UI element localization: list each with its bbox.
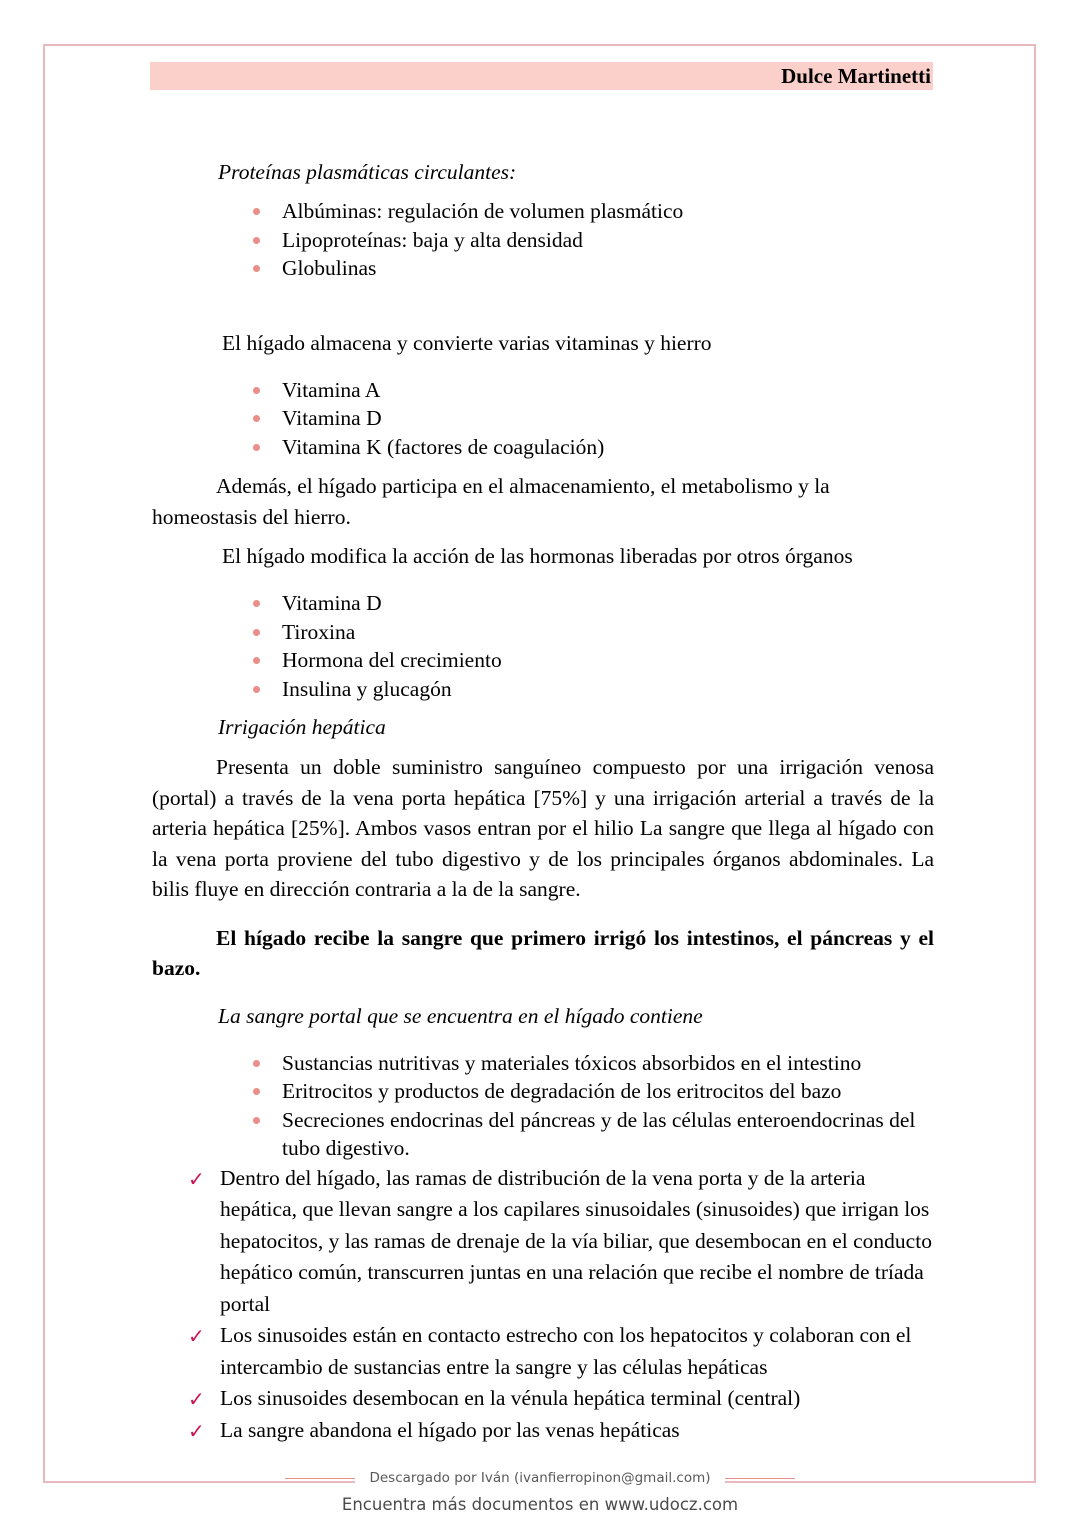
list-item-label: Sustancias nutritivas y materiales tóxicos absorbidos en el intestino (282, 1050, 862, 1075)
spacer (152, 461, 934, 471)
dot-bullet-icon (253, 686, 260, 693)
document-author: Dulce Martinetti (781, 64, 931, 88)
list-item (152, 1077, 934, 1106)
section-heading: La sangre portal que se encuentra en el hígado contiene (218, 1003, 703, 1028)
list-item-label: Vitamina D (282, 591, 382, 615)
list-item-label: Lipoproteínas: baja y alta densidad (282, 227, 583, 252)
section-hormones (152, 542, 934, 703)
document-content (152, 158, 934, 1446)
spacer (152, 742, 934, 752)
list-item (152, 376, 934, 405)
spacer (152, 532, 934, 542)
check-mark-icon: ✓ (188, 1166, 205, 1191)
section-heading: El hígado modifica la acción de las hormonas liberadas por otros órganos (222, 544, 853, 568)
check-list-item (152, 1415, 934, 1447)
spacer (152, 984, 934, 1002)
dot-bullet-icon (253, 657, 260, 664)
check-list-item-label: Los sinusoides están en contacto estrecho con los hepatocitos y colaboran con el intercambio de sustancias entre la sangre y las células hepáticas (220, 1323, 912, 1379)
list-item (152, 675, 934, 704)
list-item-label: Eritrocitos y productos de degradación de los eritrocitos del bazo (282, 1079, 842, 1103)
dot-bullet-icon (253, 237, 260, 244)
spacer (152, 283, 934, 329)
check-list-item (152, 1163, 934, 1321)
hormones-list (152, 589, 934, 703)
list-item-label: Vitamina K (factores de coagulación) (282, 434, 605, 459)
section-plasma-proteins (152, 158, 934, 283)
portal-blood-list (152, 1049, 934, 1163)
list-item (152, 1106, 934, 1163)
list-item-label: Albúminas: regulación de volumen plasmático (282, 199, 684, 223)
vitamins-list (152, 376, 934, 462)
page-footer (0, 1466, 1080, 1518)
list-item-label: Secreciones endocrinas del páncreas y de las células enteroendocrinas del tubo digestivo. (282, 1107, 916, 1160)
header-band (150, 62, 933, 90)
spacer (152, 905, 934, 923)
list-item (152, 197, 934, 226)
dot-bullet-icon (253, 629, 260, 636)
check-mark-icon: ✓ (188, 1324, 205, 1348)
check-list-item-label: Los sinusoides desembocan en la vénula hepática terminal (central) (220, 1386, 801, 1410)
check-mark-icon: ✓ (188, 1418, 205, 1443)
footer-download-notice: Descargado por Iván (ivanfierropinon@gmail.com) (355, 1466, 724, 1490)
dot-bullet-icon (253, 1060, 260, 1067)
dot-bullet-icon (253, 1088, 260, 1095)
spacer (152, 571, 934, 589)
dot-bullet-icon (253, 415, 260, 422)
paragraph-iron-homeostasis: Además, el hígado participa en el almacenamiento, el metabolismo y la homeostasis del hierro. (152, 474, 830, 529)
section-heading: Proteínas plasmáticas circulantes: (218, 160, 517, 184)
spacer (152, 187, 934, 197)
list-item-label: Tiroxina (282, 619, 356, 644)
check-list-item-label: La sangre abandona el hígado por las venas hepáticas (220, 1417, 680, 1442)
list-item (152, 404, 934, 433)
check-mark-icon: ✓ (188, 1387, 205, 1411)
dot-bullet-icon (253, 600, 260, 607)
dot-bullet-icon (253, 387, 260, 394)
list-item-label: Vitamina A (282, 377, 381, 402)
footer-line1-wrapper (0, 1466, 1080, 1490)
list-item (152, 618, 934, 647)
check-list-item-label: Dentro del hígado, las ramas de distribución de la vena porta y de la arteria hepática, que llevan sangre a los capilares sinusoidales (sinusoides) que irrigan los hepatocitos, y las ramas de drenaje de la vía biliar, que desembocan en el conducto hepático común, transcurren juntas en una relación que recibe el nombre de tríada portal (220, 1165, 932, 1316)
list-item (152, 433, 934, 462)
list-item-label: Vitamina D (282, 406, 382, 430)
section-heading: El hígado almacena y convierte varias vitaminas y hierro (222, 330, 712, 355)
list-item-label: Globulinas (282, 256, 377, 280)
sinusoid-check-list (152, 1163, 934, 1447)
dot-bullet-icon (253, 444, 260, 451)
dot-bullet-icon (253, 265, 260, 272)
section-vitamins-iron (152, 329, 934, 462)
dot-bullet-icon (253, 208, 260, 215)
list-item (152, 646, 934, 675)
dot-bullet-icon (253, 1117, 260, 1124)
list-item-label: Insulina y glucagón (282, 676, 452, 701)
spacer (152, 703, 934, 713)
check-list-item (152, 1383, 934, 1415)
heading-irrigacion-hepatica: Irrigación hepática (218, 715, 386, 739)
spacer (152, 1031, 934, 1049)
list-item (152, 1049, 934, 1078)
list-item (152, 226, 934, 255)
footer-site-notice: Encuentra más documentos en www.udocz.com (341, 1495, 739, 1514)
paragraph-bold-statement: El hígado recibe la sangre que primero irrigó los intestinos, el páncreas y el bazo. (152, 925, 934, 980)
list-item-label: Hormona del crecimiento (282, 648, 502, 672)
plasma-proteins-list (152, 197, 934, 283)
paragraph-irrigation-body: Presenta un doble suministro sanguíneo compuesto por una irrigación venosa (portal) a través de la vena porta hepática [75%] y una irrigación arterial a través de la arteria hepática [25%]. Ambos vasos entran por el hilio La sangre que llega al hígado con la vena porta proviene del tubo digestivo y de los principales órganos abdominales. La bilis fluye en dirección contraria a la de la sangre. (152, 755, 934, 901)
list-item (152, 254, 934, 283)
section-portal-blood (152, 1002, 934, 1163)
spacer (152, 358, 934, 376)
list-item (152, 589, 934, 618)
check-list-item (152, 1320, 934, 1383)
